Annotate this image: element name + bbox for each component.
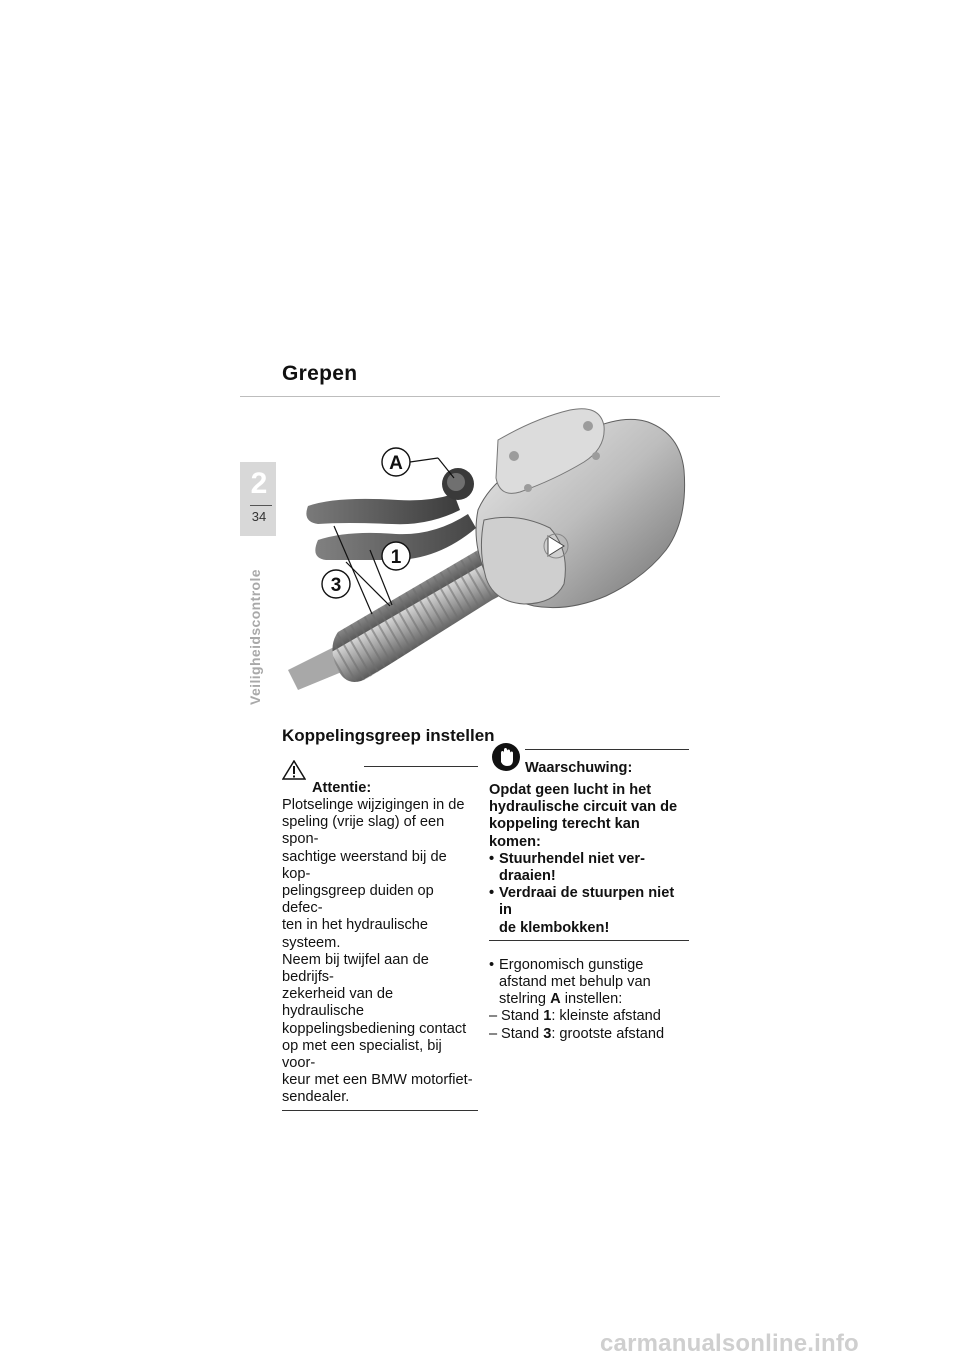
stop-hand-icon: [491, 742, 521, 772]
attention-line: zekerheid van de hydraulische: [282, 986, 394, 1020]
warning-bottom-rule: [489, 940, 689, 941]
attention-line: systeem.: [282, 934, 341, 951]
instruction-line: Ergonomisch gunstige: [499, 956, 644, 973]
warning-bullet: • Verdraai de stuurpen niet in de klembokken!: [489, 885, 689, 937]
title-divider: [240, 396, 720, 397]
page-number: 34: [251, 509, 267, 524]
callout-1: [382, 542, 410, 570]
warning-heading: Waarschuwing:: [525, 760, 633, 776]
watermark-text: carmanualsonline.info: [600, 1330, 859, 1357]
callout-3: [322, 570, 350, 598]
side-section-label: [247, 545, 267, 705]
attention-line: speling (vrije slag) of een spon-: [282, 814, 445, 848]
attention-line: sachtige weerstand bij de kop-: [282, 848, 447, 882]
position-item: – Stand 3: grootste afstand: [489, 1025, 665, 1042]
warning-bullet: • Stuurhendel niet ver- draaien!: [489, 851, 689, 885]
instruction-bullet: • Ergonomisch gunstige afstand met behulp van stelring A instellen:: [489, 957, 689, 1009]
warning-top-rule: [525, 749, 689, 750]
warning-bullet-line: draaien!: [499, 868, 556, 885]
side-section-label-text: Veiligheidscontrole: [247, 569, 263, 705]
attention-line: pelingsgreep duiden op defec-: [282, 883, 434, 917]
attention-heading: Attentie:: [312, 780, 372, 796]
attention-line: Plotselinge wijzigingen in de: [282, 797, 465, 813]
warning-intro-line: Opdat geen lucht in het: [489, 782, 652, 798]
warning-bullet-line: Verdraai de stuurpen niet in: [499, 885, 675, 919]
attention-line: sendealer.: [282, 1089, 350, 1106]
callout-a-label: A: [389, 453, 403, 474]
section-heading: Koppelingsgreep instellen: [282, 726, 495, 745]
callout-3-label: 3: [330, 575, 342, 596]
chapter-divider: [250, 505, 272, 506]
attention-line: ten in het hydraulische: [282, 917, 429, 934]
attention-line: Neem bij twijfel aan de bedrijfs-: [282, 951, 429, 986]
attention-top-rule: [364, 766, 478, 767]
page-title: Grepen: [282, 362, 358, 385]
attention-bottom-rule: [282, 1110, 478, 1111]
warning-intro-line: hydraulische circuit van de: [489, 799, 678, 816]
caution-icon: [282, 760, 306, 780]
warning-bullet-line: Stuurhendel niet ver-: [499, 850, 645, 867]
attention-line: op met een specialist, bij voor-: [282, 1037, 442, 1072]
callout-a: [382, 448, 410, 476]
clutch-lever-illustration: [288, 400, 720, 690]
instruction-line: afstand met behulp van: [499, 974, 651, 991]
callout-1-label: 1: [390, 547, 402, 568]
warning-intro-line: koppeling terecht kan komen:: [489, 816, 640, 850]
attention-line: koppelingsbediening contact: [282, 1020, 467, 1037]
instruction-line: stelring A instellen:: [499, 991, 623, 1008]
lever-position-3: [306, 494, 460, 524]
attention-box: [282, 760, 478, 1111]
warning-bullet-line: de klembokken!: [499, 919, 610, 936]
attention-line: keur met een BMW motorfiet-: [282, 1072, 473, 1089]
chapter-number: 2: [250, 467, 268, 500]
warning-box: [489, 742, 689, 1043]
position-item: – Stand 1: kleinste afstand: [489, 1008, 661, 1025]
